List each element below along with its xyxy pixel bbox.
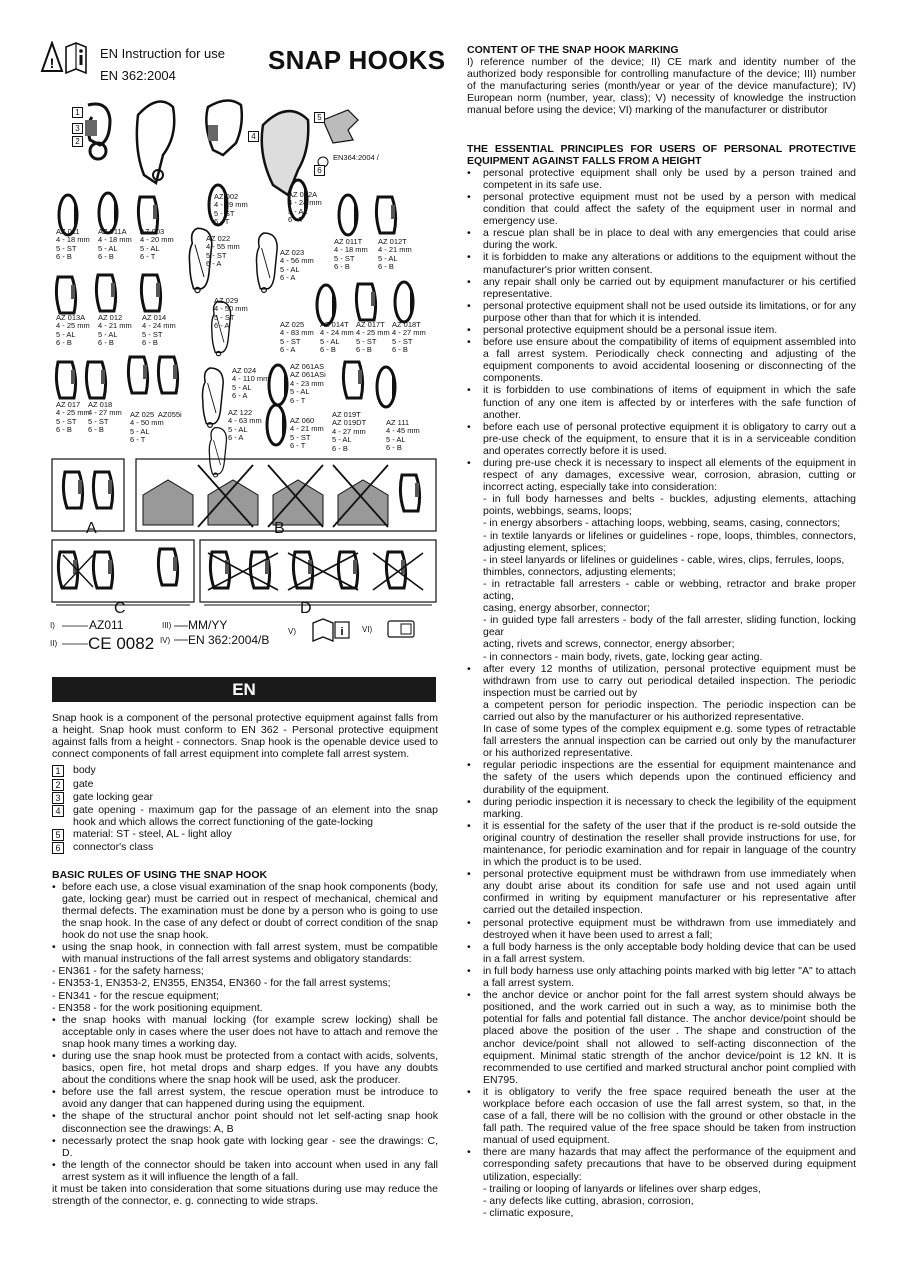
model-label: AZ 017T 4 - 25 mm 5 - ST 6 - B	[356, 320, 390, 355]
list-item: • necessarly protect the snap hook gate with locking gear - see the drawings: C, D.	[52, 1135, 438, 1159]
marking-label-2: II)	[50, 639, 58, 648]
model-label: AZ 018 4 - 27 mm 5 - ST 6 - B	[88, 400, 122, 435]
callout-2: 2	[72, 136, 83, 147]
component-list	[52, 764, 438, 854]
list-item: • personal protective equipment shall only be used by a person trained and competent in its safe use.	[467, 167, 856, 191]
component-item: 4 gate opening - maximum gap for the passage of an element into the snap hook and which allows the correct functioning of the gate-locking	[52, 804, 438, 828]
callout-4: 4	[248, 131, 259, 142]
marking-ce: CE 0082	[88, 634, 155, 653]
list-item: • personal protective equipment shall not be used outside its limitations, or for any purpose other than that for which it is intended.	[467, 300, 856, 324]
list-item: • before each use, a close visual examination of the snap hook components (body, gate, locking gear) must be carried out in respect of mechanical, chemical and thermal defects. The examination must be done by a person who is going to use the snap hook. In the case of any defect or doubt of correct condition of the snap hook do not use the snap hook.	[52, 881, 438, 941]
model-label: AZ 025 4 - 83 mm 5 - ST 6 - A	[280, 320, 314, 355]
component-item: 1 body	[52, 764, 438, 777]
component-item: 5 material: ST - steel, AL - light alloy	[52, 828, 438, 841]
model-label: AZ 013A 4 - 25 mm 5 - AL 6 - B	[56, 313, 90, 348]
instruction-for-use-label: EN Instruction for use	[100, 46, 225, 61]
model-label: AZ 025 AZ055i 4 - 50 mm 5 - AL 6 - T	[130, 410, 182, 445]
model-label: AZ 011A 4 - 18 mm 5 - AL 6 - B	[98, 227, 132, 262]
model-label: AZ 011 4 - 18 mm 5 - ST 6 - B	[56, 227, 90, 262]
list-item: • during pre-use check it is necessary to inspect all elements of the equipment in respect of any damages, excessive wear, corrosion, abrasion, cutting or incorrect acting, especially take into consideration: - in full body harnesses and belts - buckles, adjusting elements, attaching points, webbings, seams, loops; - in energy absorbers - attaching loops, webbing, seams, casing, connectors; - in textile lanyards or lifelines or guidelines - rope, loops, thimbles, connectors, adjusting element, splices; - in steel lanyards or lifelines or guidelines - cable, wires, clips, ferrules, loops, thimbles, connectors, adjusting elements; - in retractable fall arresters - cable or webbing, retractor and brake proper acting, casing, energy absorber, connector; - in guided type fall arresters - body of the fall arrester, sliding function, locking gear acting, rivets and screws, connector, energy absorber; - in connectors - main body, rivets, gate, locking gear acting.	[467, 457, 856, 663]
model-label: AZ 111 4 - 45 mm 5 - AL 6 - B	[386, 418, 420, 453]
snap-hook-figure	[48, 95, 440, 655]
list-item: • personal protective equipment should be a personal issue item.	[467, 324, 856, 336]
list-item: • it is forbidden to make any alterations or additions to the equipment without the manufacturer's prior written consent.	[467, 251, 856, 275]
list-item: • the shape of the structural anchor point should not let self-acting snap hook disconnection see the drawings: A, B	[52, 1110, 438, 1134]
marking-label-4: IV)	[160, 636, 171, 645]
list-item: • there are many hazards that may affect the performance of the equipment and corresponding safety precautions that have to be observed during equipment utilization, especially: - trailing or looping of lanyards or lifelines over sharp edges, - any defects like cutting, abrasion, corrosion, - climatic exposure,	[467, 1146, 856, 1219]
panel-letter-a: A	[86, 520, 97, 537]
left-text-column	[52, 712, 438, 1207]
list-item: • any repair shall only be carried out by equipment manufacturer or his certified representative.	[467, 276, 856, 300]
list-item: • a full body harness is the only acceptable body holding device that can be used in a fall arrest system.	[467, 941, 856, 965]
model-label: AZ 018T 4 - 27 mm 5 - ST 6 - B	[392, 320, 426, 355]
svg-text:!: !	[49, 55, 55, 71]
list-item: • before use the fall arrest system, the rescue operation must be introduce to avoid any danger that can happened during using the equipment.	[52, 1086, 438, 1110]
standards-list	[52, 965, 438, 1013]
list-item: • before each use of personal protective equipment it is obligatory to carry out a pre-use check of the equipment, to ensure that it is in a serviceable condition and operates correctly before it is used.	[467, 421, 856, 457]
marking-label-3: III)	[162, 621, 172, 630]
warning-read-manual-icon	[40, 41, 90, 77]
list-item: • a rescue plan shall be in place to deal with any emergencies that could arise during the work.	[467, 227, 856, 251]
marking-label-5: V)	[288, 627, 296, 636]
model-label: AZ 014T 4 - 24 mm 5 - AL 6 - B	[320, 320, 354, 355]
model-label: AZ 061AS AZ 061ASi 4 - 23 mm 5 - AL 6 - T	[290, 362, 326, 405]
rules-list-2	[52, 1014, 438, 1183]
language-banner: EN	[52, 677, 436, 702]
marking-label-6: VI)	[362, 625, 373, 634]
list-item: • personal protective equipment must not be used by a person with medical condition that could affect the safety of the equipment user in normal and emergency use.	[467, 191, 856, 227]
component-item: 3 gate locking gear	[52, 791, 438, 804]
model-label: AZ 003 4 - 20 mm 5 - AL 6 - T	[140, 227, 174, 262]
model-label: AZ 017 4 - 25 mm 5 - ST 6 - B	[56, 400, 90, 435]
model-label: AZ 011T 4 - 18 mm 5 - ST 6 - B	[334, 237, 368, 272]
model-label: AZ 022 4 - 55 mm 5 - ST 6 - A	[206, 234, 240, 269]
standard-label: EN 362:2004	[100, 68, 176, 83]
list-item: - EN353-1, EN353-2, EN355, EN354, EN360 - for the fall arrest systems;	[52, 977, 391, 990]
page-title: SNAP HOOKS	[268, 45, 446, 75]
list-item: • in full body harness use only attaching points marked with big letter "A" to attach a fall arrest system.	[467, 965, 856, 989]
marking-norm: EN 362:2004/B	[188, 633, 270, 647]
rules-heading: BASIC RULES OF USING THE SNAP HOOK	[52, 868, 268, 881]
marking-paragraph: I) reference number of the device; II) CE mark and identity number of the authorized body responsible for controlling manufacture of the device; III) number of the manufacturing series (month/year or year of the device manufacture); IV) European norm (number, year, class); V) necessity of knowledge the instruction manual before using the device; VI) marking of the manufacturer or distributor	[467, 56, 856, 117]
model-label: AZ 023 4 - 56 mm 5 - AL 6 - A	[280, 248, 314, 283]
intro-paragraph: Snap hook is a component of the personal protective equipment against falls from a height. Snap hook must conform to EN 362 - Personal protective equipment against falls from a height - connectors. Snap hook is the openable device used to connect components of fall arrest equipment into complete fall arrest system.	[52, 712, 438, 761]
callout-1: 1	[72, 107, 83, 118]
principles-list	[467, 167, 856, 1219]
list-item: • it is forbidden to use combinations of items of equipment in which the safe function of any one item is affected by or interferes with the safe function of another.	[467, 384, 856, 420]
list-item: • using the snap hook, in connection with fall arrest system, must be compatible with manual instructions of the fall arrest systems and obligatory standards:	[52, 941, 438, 965]
model-label: AZ 060 4 - 21 mm 5 - ST 6 - T	[290, 416, 324, 451]
component-item: 6 connector's class	[52, 841, 438, 854]
list-item: • before use ensure about the compatibility of items of equipment assembled into a fall arrest system. Periodically check connecting and adjusting of the equipment components to avoid accidental loosening or disconnecting of the components.	[467, 336, 856, 384]
list-item: • after every 12 months of utilization, personal protective equipment must be withdrawn from use to carry out periodical detailed inspection. The periodic inspection must be carried out by a competent person for periodic inspection. The periodic inspection can be carried out also by the manufacturer or his authorized representative. In case of some types of the complex equipment e.g. some types of retractable fall arresters the annual inspection can be carried out only by the manufacturer or his authorized representative.	[467, 663, 856, 760]
model-label: AZ 014 4 - 24 mm 5 - ST 6 - B	[142, 313, 176, 348]
panel-letter-b: B	[274, 520, 285, 537]
list-item: • personal protective equipment must be withdrawn from use immediately when any doubt arise about its condition for safe use and not used again until confirmed in writing by equipment manufacturer or his representative after carried out the detailed inspection.	[467, 868, 856, 916]
list-item: • during use the snap hook must be protected from a contact with acids, solvents, basics, open fire, hot metal drops and sharp edges. If you have any doubts about the conditions where the snap hook will be used, ask the producer.	[52, 1050, 438, 1086]
list-item: • the length of the connector should be taken into account when used in any fall arrest system as it will influence the length of a fall.	[52, 1159, 438, 1183]
callout-6: 6	[314, 165, 325, 176]
model-label: AZ 029 4 - 50 mm 5 - ST 6 - A	[214, 296, 248, 331]
list-item: - EN358 - for the work positioning equipment.	[52, 1001, 263, 1014]
closing-paragraph: it must be taken into consideration that some situations during use may reduce the strength of the connector, e. g. connecting to wide straps.	[52, 1183, 438, 1208]
header-language	[100, 43, 225, 87]
rules-list	[52, 881, 438, 966]
panel-letter-d: D	[300, 600, 312, 617]
model-label: AZ 002 4 - 19 mm 5 - ST 6 - T	[214, 192, 248, 227]
principles-heading: THE ESSENTIAL PRINCIPLES FOR USERS OF PERSONAL PROTECTIVE EQUIPMENT AGAINST FALLS FROM A HEIGHT	[467, 142, 856, 167]
marking-heading: CONTENT OF THE SNAP HOOK MARKING	[467, 44, 679, 56]
en364-label: EN364:2004 /	[333, 153, 379, 162]
model-label: AZ 012 4 - 21 mm 5 - AL 6 - B	[98, 313, 132, 348]
callout-5: 5	[314, 112, 325, 123]
panel-letter-c: C	[114, 600, 126, 617]
right-text-column	[467, 44, 856, 1219]
list-item: • the snap hooks with manual locking (for example screw locking) shall be acceptable only in cases where the user does not have to attach and remove the snap hook many times a working day.	[52, 1014, 438, 1050]
list-item: • during periodic inspection it is necessary to check the legibility of the equipment marking.	[467, 796, 856, 820]
list-item: • it is essential for the safety of the user that if the product is re-sold outside the original country of destination the reseller shall provide instructions for use, for maintenance, for periodic examination and for repair in language of the country in which the product is to be used.	[467, 820, 856, 868]
model-label: AZ 019T AZ 019DT 4 - 27 mm 5 - AL 6 - B	[332, 410, 367, 453]
marking-reference: AZ011	[89, 618, 124, 632]
list-item: - EN361 - for the safety harness;	[52, 965, 204, 978]
list-item: - EN341 - for the rescue equipment;	[52, 989, 219, 1002]
list-item: • the anchor device or anchor point for the fall arrest system should always be positioned, and the work carried out in such a way, as to minimise both the potential for falls and potential fall distance. The anchor device/point should be placed above the position of the user . The shape and construction of the anchor device/point shall not allowed to self-acting disconnection of the equipment. Minimal static strength of the anchor device/point is 12 kN. It is recommended to use certified and marked structural anchor point complied with EN795.	[467, 989, 856, 1086]
marking-series: MM/YY	[188, 618, 228, 632]
svg-text:i: i	[340, 626, 344, 638]
list-item: • it is obligatory to verify the free space required beneath the user at the workplace before each occasion of use the fall arrest system, so that, in the case of a fall, there will be no collision with the ground or other obstacle in the fall path. The required value of the free space should be taken from instruction manual of used equipment.	[467, 1086, 856, 1146]
model-label: AZ 024 4 - 110 mm 5 - AL 6 - A	[232, 366, 270, 401]
model-label: AZ 122 4 - 63 mm 5 - AL 6 - A	[228, 408, 262, 443]
callout-3: 3	[72, 123, 83, 134]
marking-label-1: I)	[50, 621, 55, 630]
model-label: AZ 012T 4 - 21 mm 5 - AL 6 - B	[378, 237, 412, 272]
list-item: • personal protective equipment must be withdrawn from use immediately and destroyed when it have been used to arrest a fall;	[467, 917, 856, 941]
component-item: 2 gate	[52, 778, 438, 791]
list-item: • regular periodic inspections are the essential for equipment maintenance and the safety of the users which depends upon the continued efficiency and durability of the equipment.	[467, 759, 856, 795]
model-label: AZ 002A 4 - 24 mm 5 - AL 6 - T	[288, 190, 322, 225]
